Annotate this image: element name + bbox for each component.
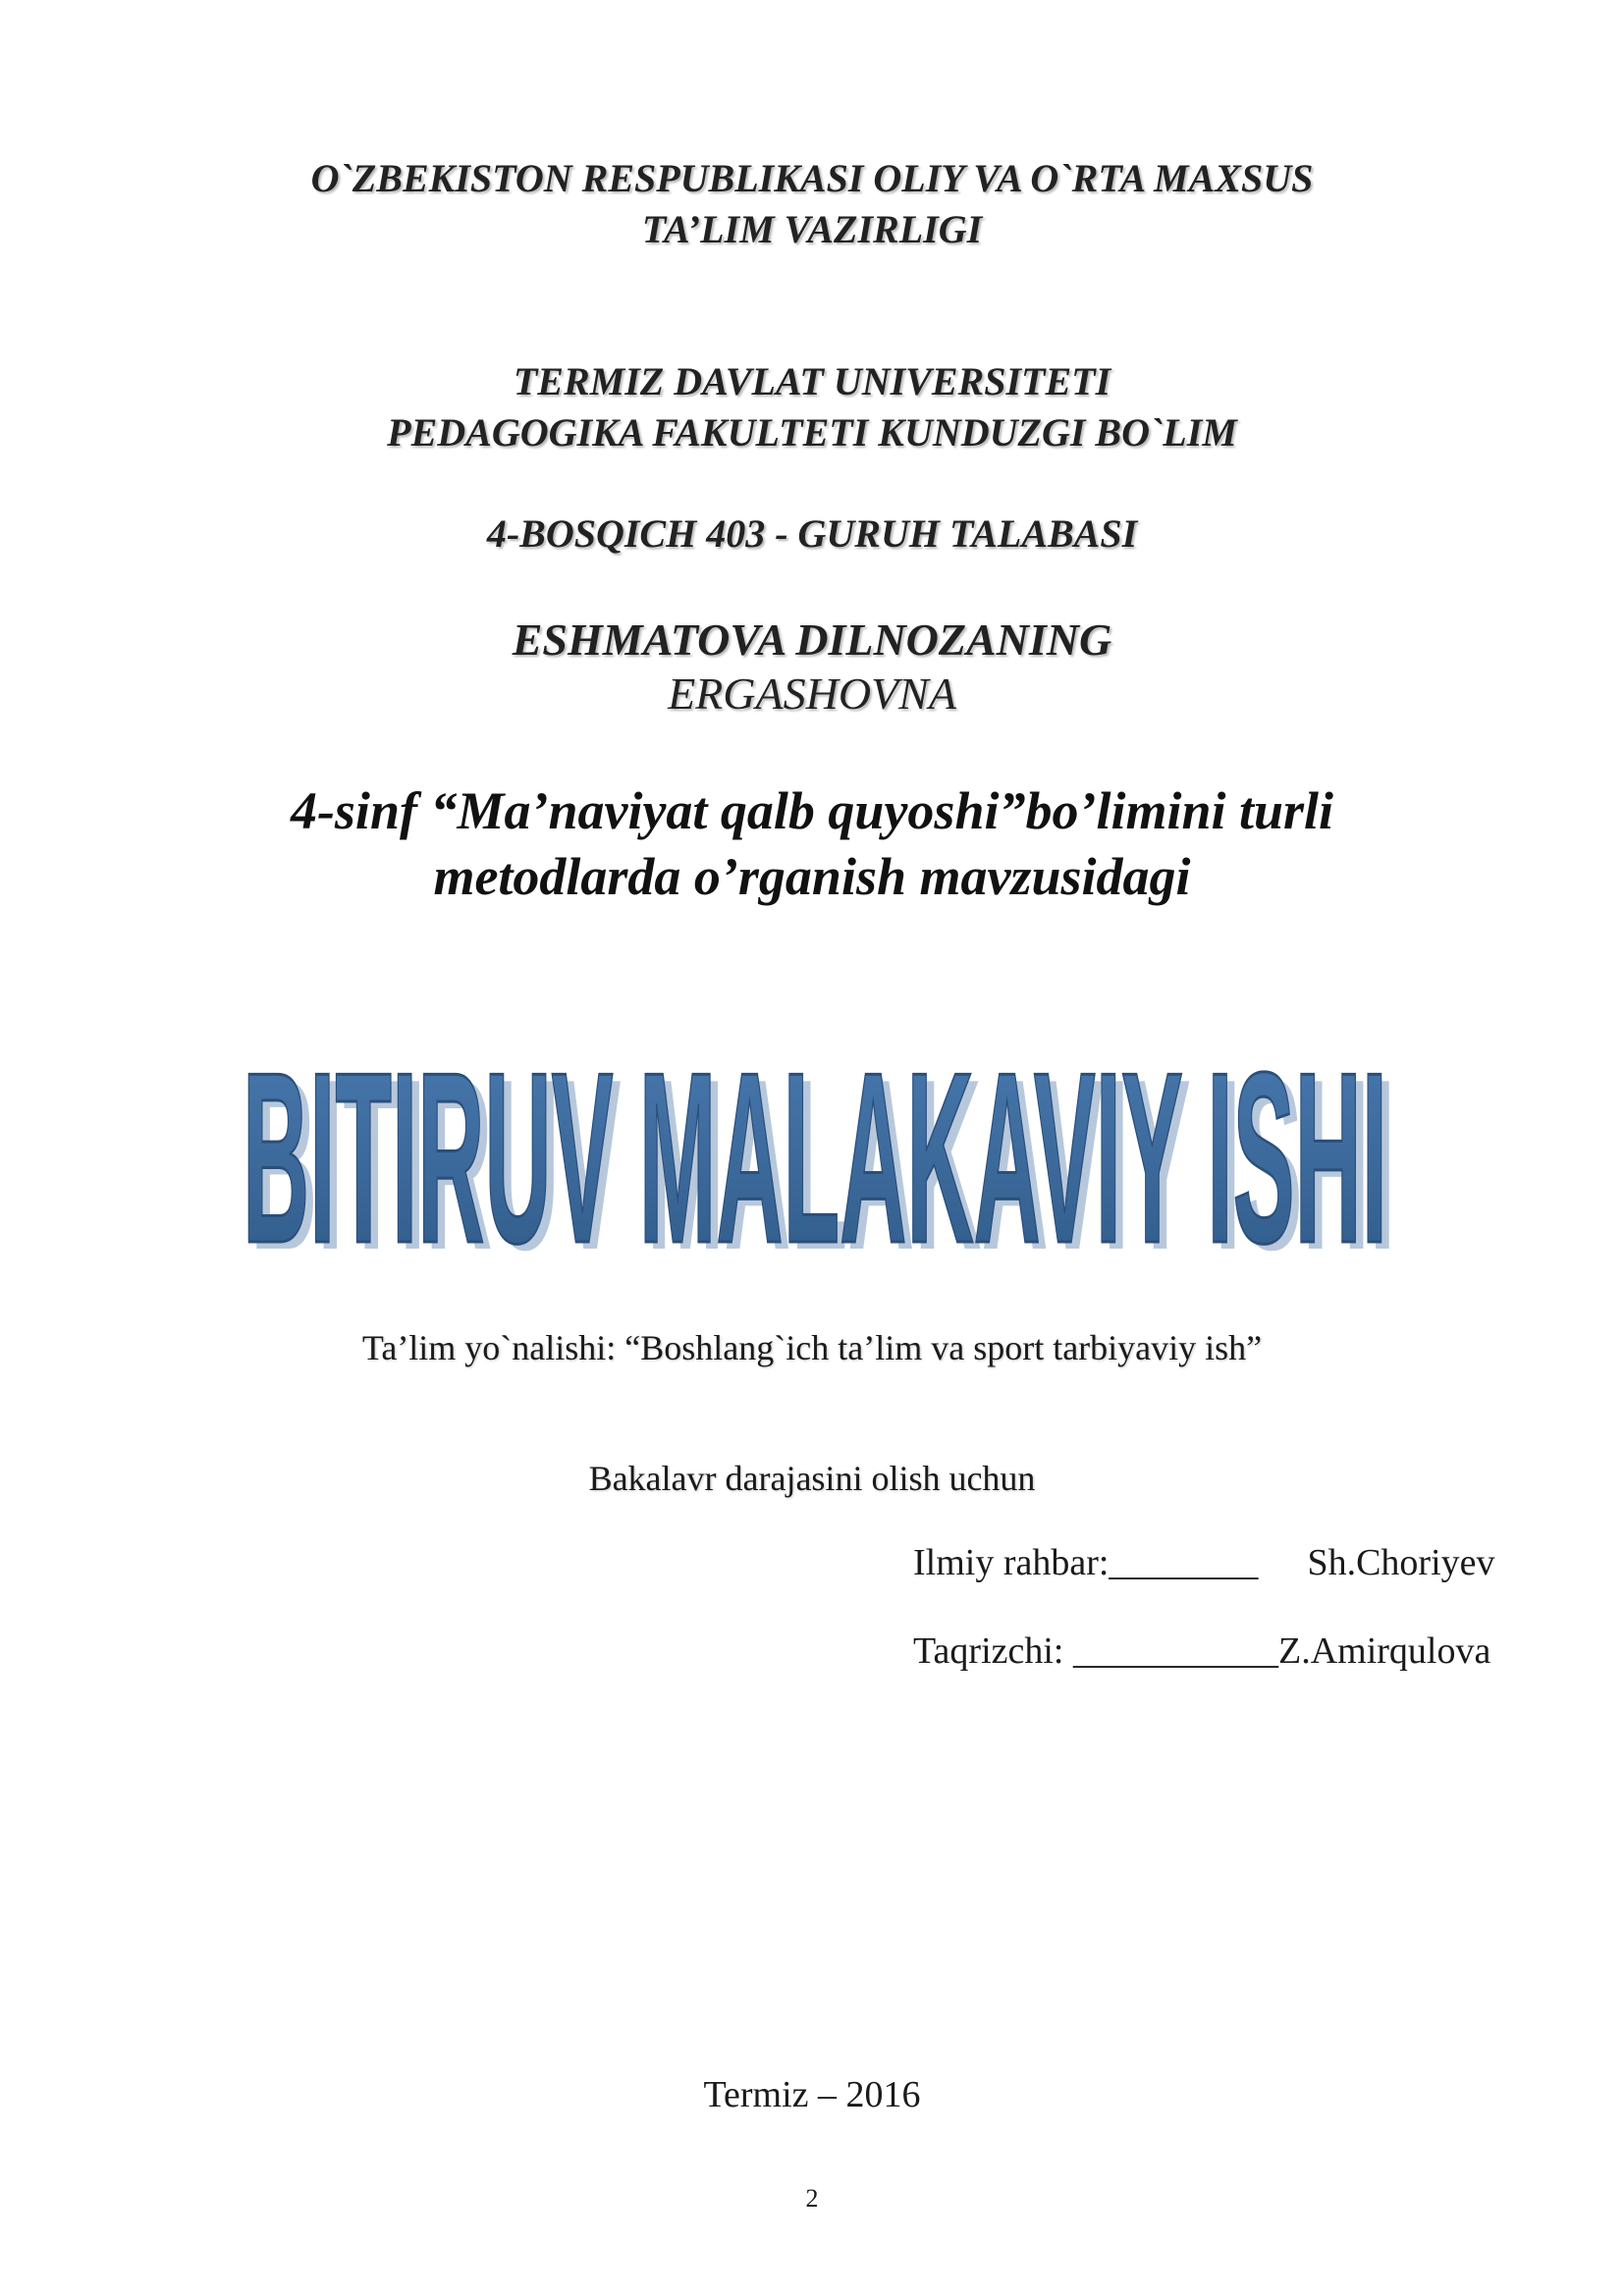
student-name: ESHMATOVA DILNOZANING xyxy=(512,614,1112,665)
city-year: Termiz – 2016 xyxy=(703,2074,921,2115)
supervisor-line xyxy=(913,1541,1495,1584)
work-title-banner xyxy=(0,1006,1624,1271)
ministry-line-1: O`ZBEKISTON RESPUBLIKASI OLIY VA O`RTA MAXSUS xyxy=(310,156,1314,200)
reviewer-line xyxy=(913,1629,1490,1673)
student-patronymic: ERGASHOVNA xyxy=(668,668,956,719)
degree-line: Bakalavr darajasini olish uchun xyxy=(588,1459,1036,1498)
university-line-2: PEDAGOGIKA FAKULTETI KUNDUZGI BO`LIM xyxy=(387,410,1237,454)
page-number: 2 xyxy=(805,2184,819,2213)
work-title-shadow: BITIRUV MALAKAVIY ISHI xyxy=(250,1028,1395,1271)
work-title: BITIRUV MALAKAVIY ISHI xyxy=(243,1021,1387,1271)
university-line-1: TERMIZ DAVLAT UNIVERSITETI xyxy=(513,359,1111,403)
topic-line-1: 4-sinf “Ma’naviyat qalb quyoshi”bo’limini turli xyxy=(290,781,1334,840)
group-line: 4-BOSQICH 403 - GURUH TALABASI xyxy=(486,511,1138,556)
reviewer-name: Z.Amirqulova xyxy=(1277,1630,1491,1672)
direction-line: Ta’lim yo`nalishi: “Boshlang`ich ta’lim va sport tarbiyaviy ish” xyxy=(361,1328,1263,1367)
supervisor-name: Sh.Choriyev xyxy=(1307,1542,1495,1583)
topic-line-2: metodlarda o’rganish mavzusidagi xyxy=(433,847,1191,906)
supervisor-label: Ilmiy rahbar:________ xyxy=(913,1542,1259,1583)
reviewer-label: Taqrizchi: ___________ xyxy=(913,1630,1278,1672)
ministry-line-2: TA’LIM VAZIRLIGI xyxy=(641,207,983,251)
